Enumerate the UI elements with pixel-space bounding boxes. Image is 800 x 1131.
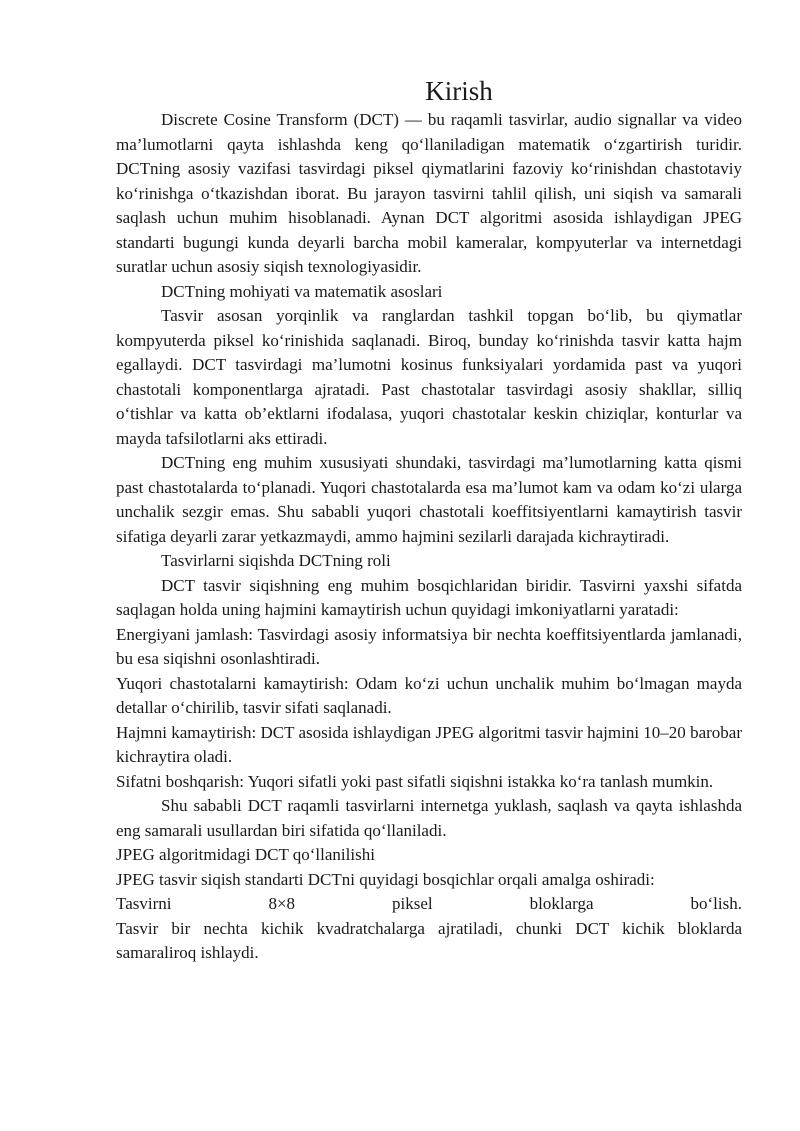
paragraph-blocks-detail: Tasvir bir nechta kichik kvadratchalarga ajratiladi, chunki DCT kichik bloklarda samaraliroq ishlaydi. bbox=[116, 918, 742, 962]
paragraph-dct-essence: Tasvir asosan yorqinlik va ranglardan tashkil topgan bo‘lib, bu qiymatlar kompyuterda piksel ko‘rinishida saqlanadi. Biroq, bunday ko‘rinishda tasvir katta hajm egallaydi. DCT tasvirdagi ma’lumotni kosinus funksiyalari yordamida past va yuqori chastotali komponentlarga ajratadi. Past chastotalar tasvirdagi asosiy shakllar, silliq o‘tishlar va katta ob’ektlarni ifodalasa, yuqori chastotalar keskin chiziqlar, konturlar va mayda tafsilotlarni aks ettiradi. bbox=[116, 306, 742, 448]
paragraph-intro: Discrete Cosine Transform (DCT) — bu raqamli tasvirlar, audio signallar va video ma’lumotlarni qayta ishlashda keng qo‘llaniladigan matematik o‘zgartirish turidir. DCTning asosiy vazifasi tasvirdagi piksel qiymatlarini fazoviy ko‘rinishdan chastotaviy ko‘rinishga o‘tkazishdan iborat. Bu jarayon tasvirni tahlil qilish, uni siqish va samarali saqlash uchun muhim hisoblanadi. Aynan DCT algoritmi asosida ishlaydigan JPEG standarti bugungi kunda deyarli barcha mobil kameralar, kompyuterlar va internetdagi suratlar uchun asosiy siqish texnologiyasidir. bbox=[116, 110, 742, 276]
paragraph-dct-role: DCT tasvir siqishning eng muhim bosqichlaridan biridir. Tasvirni yaxshi sifatda saqlagan holda uning hajmini kamaytirish uchun quyidagi imkoniyatlarni yaratadi: bbox=[116, 575, 742, 619]
list-item-high-freq: Yuqori chastotalarni kamaytirish: Odam ko‘zi uchun unchalik muhim bo‘lmagan mayda detallar o‘chirilib, tasvir sifati saqlanadi. bbox=[116, 673, 742, 717]
paragraph-jpeg-intro: JPEG tasvir siqish standarti DCTni quyidagi bosqichlar orqali amalga oshiradi: bbox=[116, 869, 655, 889]
paragraph-conclusion: Shu sababli DCT raqamli tasvirlarni internetga yuklash, saqlash va qayta ishlashda eng samarali usullardan biri sifatida qo‘llaniladi. bbox=[116, 796, 742, 840]
section-heading-jpeg: JPEG algoritmidagi DCT qo‘llanilishi bbox=[116, 845, 375, 864]
list-item-energy: Energiyani jamlash: Tasvirdagi asosiy informatsiya bir nechta koeffitsiyentlarda jamlanadi, bu esa siqishni osonlashtiradi. bbox=[116, 624, 742, 668]
paragraph-dct-feature: DCTning eng muhim xususiyati shundaki, tasvirdagi ma’lumotlarning katta qismi past chastotalarda to‘planadi. Yuqori chastotalarda esa ma’lumot kam va odam ko‘zi ularga unchalik sezgir emas. Shu sababli yuqori chastotali koeffitsiyentlarni kamaytirish tasvir sifatiga deyarli zarar yetkazmaydi, ammo hajmini sezilarli darajada kichraytiradi. bbox=[116, 453, 742, 546]
document-page bbox=[116, 74, 742, 966]
list-item-quality: Sifatni boshqarish: Yuqori sifatli yoki past sifatli siqishni istakka ko‘ra tanlash mumkin. bbox=[116, 771, 714, 791]
list-item-size: Hajmni kamaytirish: DCT asosida ishlaydigan JPEG algoritmi tasvir hajmini 10–20 barobar kichraytira oladi. bbox=[116, 722, 742, 766]
section-heading-dct-essence: DCTning mohiyati va matematik asoslari bbox=[161, 281, 443, 301]
section-heading-dct-role: Tasvirlarni siqishda DCTning roli bbox=[161, 551, 391, 570]
document-title: Kirish bbox=[425, 76, 493, 106]
list-item-blocks: Tasvirni 8×8 piksel bloklarga bo‘lish. bbox=[116, 894, 742, 913]
